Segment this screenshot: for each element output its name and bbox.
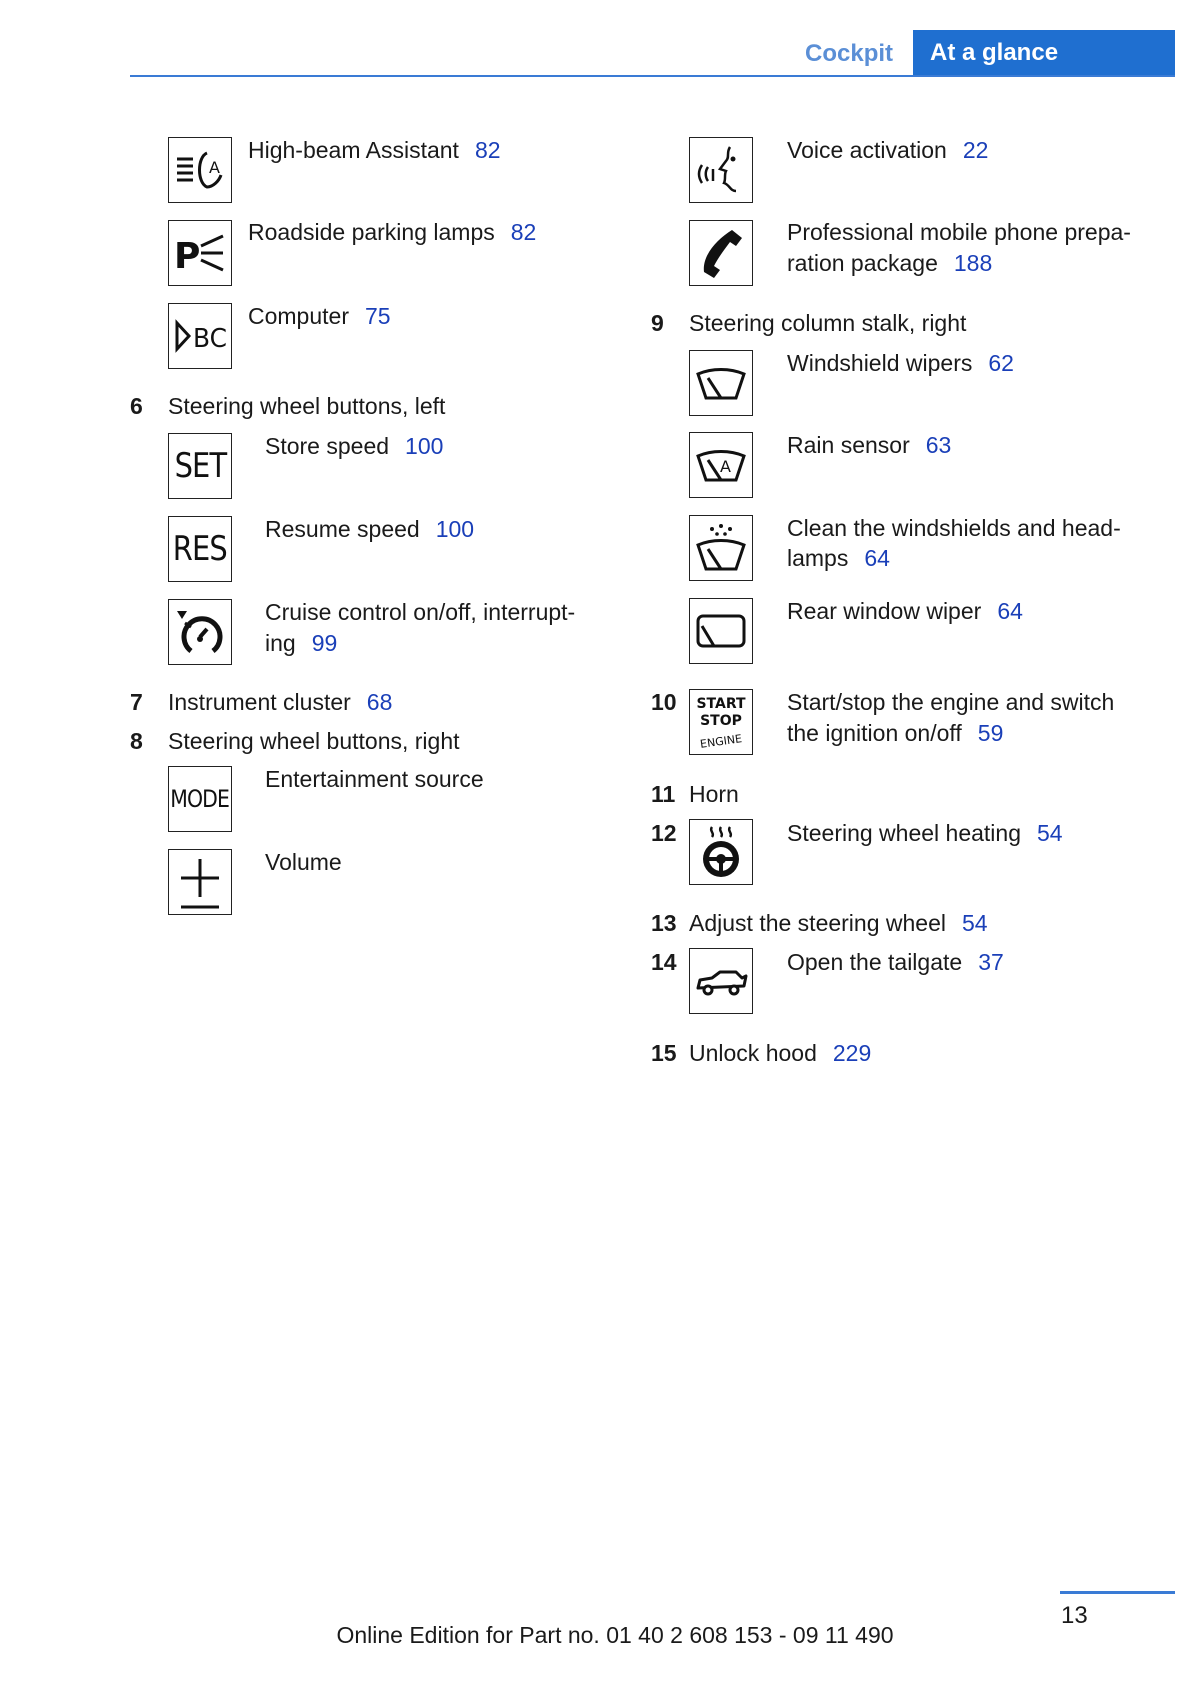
cruise-control-entry-line2 bbox=[265, 628, 337, 659]
entry-label: Computer bbox=[248, 303, 349, 329]
page-link[interactable]: 64 bbox=[997, 598, 1023, 624]
phone-package-entry-line2 bbox=[787, 248, 992, 279]
entry-label: lamps bbox=[787, 545, 849, 571]
section-number-14: 14 bbox=[651, 949, 677, 975]
mode-icon-text: MODE bbox=[170, 784, 230, 813]
page-link[interactable]: 68 bbox=[366, 689, 393, 715]
entry-label: Rain sensor bbox=[787, 432, 910, 458]
page-link[interactable]: 188 bbox=[953, 250, 993, 276]
page-number: 13 bbox=[1061, 1602, 1088, 1629]
washer-label-line1: Clean the windshields and head- bbox=[787, 515, 1121, 541]
page-link[interactable]: 75 bbox=[364, 303, 391, 329]
entry-label: Voice activation bbox=[787, 137, 947, 163]
rain-sensor-icon-letter: A bbox=[720, 457, 731, 476]
cruise-control-label-line1: Cruise control on/off, interrupt- bbox=[265, 599, 576, 625]
header-section: Cockpit bbox=[805, 40, 894, 67]
phone-package-label-line1: Professional mobile phone prepa- bbox=[787, 219, 1131, 245]
svg-text:A: A bbox=[209, 158, 220, 177]
store-speed-entry bbox=[265, 431, 443, 462]
section-number-6: 6 bbox=[130, 393, 143, 419]
rain-sensor-icon bbox=[689, 432, 753, 498]
footer-rule bbox=[1060, 1591, 1175, 1594]
set-button-icon bbox=[168, 433, 232, 499]
res-icon-text: RES bbox=[172, 528, 228, 569]
section-title-8: Steering wheel buttons, right bbox=[168, 728, 460, 754]
section-13-entry bbox=[689, 908, 988, 939]
page-link[interactable]: 82 bbox=[510, 219, 537, 245]
section-7-entry bbox=[168, 687, 392, 718]
section-number-11: 11 bbox=[651, 781, 676, 807]
windshield-wipers-icon bbox=[689, 350, 753, 416]
entry-label: ing bbox=[265, 630, 296, 656]
volume-label: Volume bbox=[265, 849, 342, 875]
svg-text:BC: BC bbox=[193, 324, 227, 354]
page-link[interactable]: 82 bbox=[474, 137, 501, 163]
resume-speed-entry bbox=[265, 514, 474, 545]
engine-icon-text: ENGINE bbox=[699, 732, 743, 751]
entry-label: Open the tailgate bbox=[787, 949, 963, 975]
stop-icon-text: STOP bbox=[700, 713, 742, 729]
cruise-control-icon bbox=[168, 599, 232, 665]
header-rule bbox=[130, 75, 1175, 77]
section-number-13: 13 bbox=[651, 910, 677, 936]
voice-activation-entry bbox=[787, 135, 988, 166]
washer-entry-line2 bbox=[787, 543, 890, 574]
section-title-13: Adjust the steering wheel bbox=[689, 910, 946, 936]
section-number-8: 8 bbox=[130, 728, 143, 754]
start-stop-engine-icon bbox=[689, 689, 753, 755]
start-stop-entry-line2 bbox=[787, 718, 1003, 749]
entry-label: Windshield wipers bbox=[787, 350, 973, 376]
rear-wiper-entry bbox=[787, 596, 1023, 627]
high-beam-assistant-entry bbox=[248, 135, 501, 166]
section-number-9: 9 bbox=[651, 310, 664, 336]
entry-label: Rear window wiper bbox=[787, 598, 982, 624]
tailgate-icon bbox=[689, 948, 753, 1014]
washer-icon bbox=[689, 515, 753, 581]
section-number-10: 10 bbox=[651, 689, 677, 715]
page-link[interactable]: 229 bbox=[832, 1040, 872, 1066]
header-tab: At a glance bbox=[913, 30, 1175, 75]
section-title-7: Instrument cluster bbox=[168, 689, 351, 715]
voice-activation-icon bbox=[689, 137, 753, 203]
page-link[interactable]: 22 bbox=[962, 137, 989, 163]
entry-label: the ignition on/off bbox=[787, 720, 962, 746]
section-title-6: Steering wheel buttons, left bbox=[168, 393, 446, 419]
parking-lamps-entry bbox=[248, 217, 536, 248]
steering-wheel-heating-entry bbox=[787, 818, 1063, 849]
section-number-7: 7 bbox=[130, 689, 143, 715]
phone-icon bbox=[689, 220, 753, 286]
section-title-15: Unlock hood bbox=[689, 1040, 817, 1066]
start-stop-label-line1: Start/stop the engine and switch bbox=[787, 689, 1115, 715]
page-link[interactable]: 59 bbox=[977, 720, 1004, 746]
windshield-wipers-entry bbox=[787, 348, 1014, 379]
page-link[interactable]: 64 bbox=[864, 545, 890, 571]
page-link[interactable]: 37 bbox=[978, 949, 1004, 975]
entry-label: Resume speed bbox=[265, 516, 420, 542]
steering-wheel-heating-icon bbox=[689, 819, 753, 885]
start-icon-text: START bbox=[696, 696, 746, 712]
set-icon-text: SET bbox=[174, 445, 226, 486]
section-title-11: Horn bbox=[689, 781, 739, 807]
computer-bc-icon bbox=[168, 303, 232, 369]
page-link[interactable]: 100 bbox=[405, 433, 444, 459]
entry-label: High-beam Assistant bbox=[248, 137, 459, 163]
volume-button-icon bbox=[168, 849, 232, 915]
section-number-12: 12 bbox=[651, 820, 677, 846]
page-link[interactable]: 54 bbox=[962, 910, 988, 936]
svg-text:P: P bbox=[174, 236, 201, 277]
mode-button-icon bbox=[168, 766, 232, 832]
page-link[interactable]: 99 bbox=[311, 630, 338, 656]
high-beam-assistant-icon bbox=[168, 137, 232, 203]
res-button-icon bbox=[168, 516, 232, 582]
entry-label: Store speed bbox=[265, 433, 390, 459]
page-link[interactable]: 100 bbox=[435, 516, 475, 542]
rain-sensor-entry bbox=[787, 430, 951, 461]
entertainment-source-label: Entertainment source bbox=[265, 766, 484, 792]
entry-label: ration package bbox=[787, 250, 938, 276]
page-link[interactable]: 54 bbox=[1037, 820, 1063, 846]
section-15-entry bbox=[689, 1038, 871, 1069]
page-link[interactable]: 63 bbox=[925, 432, 952, 458]
parking-lamps-icon bbox=[168, 220, 232, 286]
computer-entry bbox=[248, 301, 391, 332]
section-title-9: Steering column stalk, right bbox=[689, 310, 967, 336]
rear-wiper-icon bbox=[689, 598, 753, 664]
tailgate-entry bbox=[787, 947, 1004, 978]
section-number-15: 15 bbox=[651, 1040, 677, 1066]
page-link[interactable]: 62 bbox=[988, 350, 1014, 376]
footer-edition: Online Edition for Part no. 01 40 2 608 153 - 09 11 490 bbox=[336, 1622, 894, 1648]
entry-label: Roadside parking lamps bbox=[248, 219, 495, 245]
entry-label: Steering wheel heating bbox=[787, 820, 1021, 846]
